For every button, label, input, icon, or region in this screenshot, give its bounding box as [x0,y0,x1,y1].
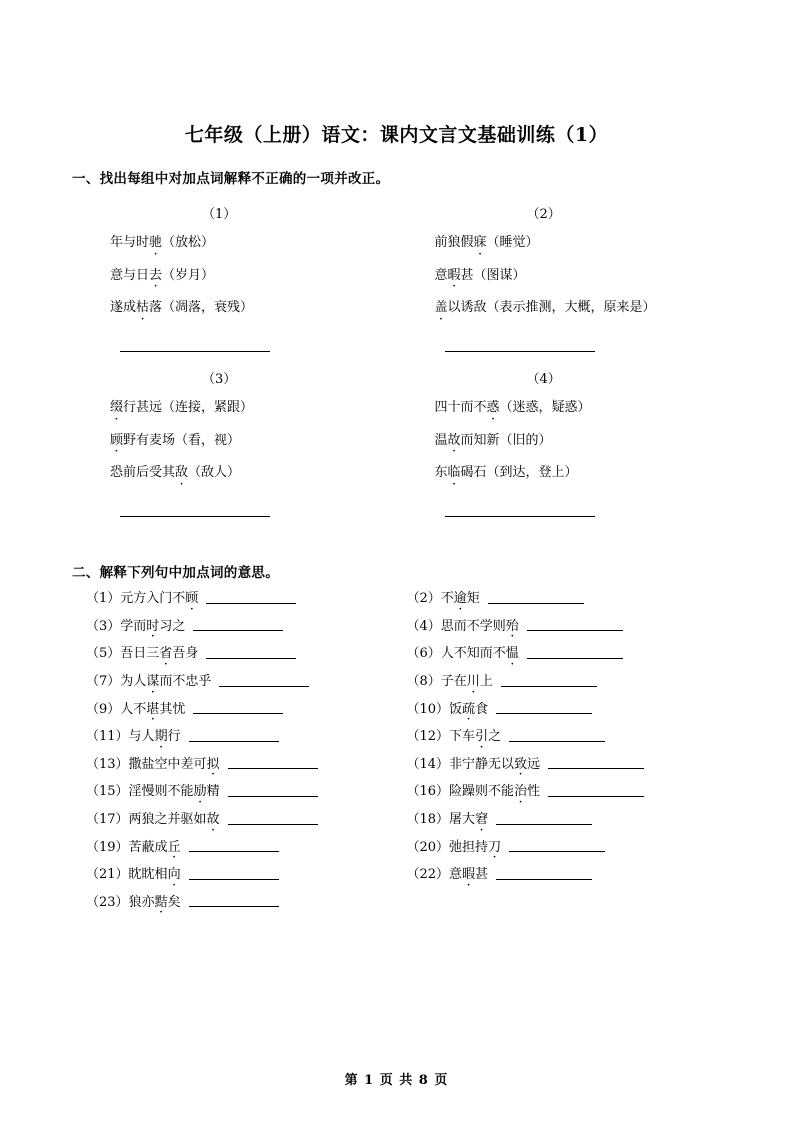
dotted-char: 引 [475,729,489,745]
answer-blank[interactable] [527,629,623,631]
question-text-before: 弛担持 [449,839,489,855]
answer-blank[interactable] [189,850,279,852]
dotted-char: 惑 [486,400,500,416]
item-text-after: （岁月） [162,267,215,283]
question-number: （9） [86,701,121,717]
question-number: （11） [86,729,129,745]
question-item [397,702,722,718]
item-text-before: 东 [434,465,448,481]
answer-blank[interactable] [228,795,318,797]
question-item [397,867,722,883]
item-text-before: 年与时 [110,235,150,250]
dotted-char: 故 [447,432,461,448]
question-text-after: 远 [527,756,541,772]
answer-blank[interactable] [189,878,279,880]
question-number: （10） [406,701,450,717]
question-item [397,674,722,690]
item-text-after: 碣石（到达，登上） [460,465,578,481]
answer-line-wrap [435,497,722,518]
question-number: （21） [86,867,129,883]
item-text-after: 以诱敌（表示推测，大概，原来是） [447,300,656,316]
group-item [110,234,397,252]
item-text-after: 行甚远（连接，紧跟） [123,400,254,416]
item-text-after: 野有麦场（看，视） [123,432,241,448]
group-1 [72,197,397,362]
dotted-char: 黠 [154,894,168,910]
question-text-before: 淫慢则不能 [128,784,194,800]
question-text-after: 行 [167,729,181,745]
question-text-before: 险躁则不能 [449,784,515,800]
answer-line[interactable] [445,515,595,517]
group-4 [397,362,722,527]
question-number: （22） [406,867,450,883]
dotted-char: 枯 [136,300,150,316]
answer-blank[interactable] [228,823,318,825]
question-text-after: 习之 [159,618,186,634]
item-text-after: （敌人） [188,465,241,481]
dotted-char: 驰 [149,235,163,250]
question-text-after: 之 [488,729,502,745]
dotted-char: 暇 [462,867,476,883]
question-number: （16） [406,784,450,800]
answer-blank[interactable] [509,850,605,852]
group-label: （4） [526,372,561,388]
answer-blank[interactable] [206,602,296,604]
question-item [72,619,397,635]
dotted-char: 逾 [453,591,467,607]
question-text-before: 意 [449,867,463,883]
question-item [72,840,397,856]
group-item [110,299,397,317]
answer-line-wrap [435,332,722,353]
question-item [397,757,722,773]
dotted-char: 疏 [462,701,476,717]
item-text-after: 甚（图谋） [460,267,526,283]
question-text-before: 元方入门不 [120,591,186,607]
question-text-before: 两狼之并驱如 [128,812,207,828]
dotted-char: 省 [159,646,173,662]
question-text-before: 为人 [120,674,147,690]
group-item [110,464,397,482]
question-item [72,784,397,800]
question-text-before: 思而不学则 [440,618,506,634]
dotted-char: 丘 [167,839,181,855]
group-label: （3） [202,372,237,388]
dotted-char: 盖 [434,300,448,316]
question-item [397,619,722,635]
question-number: （23） [86,894,129,910]
dotted-char: 去 [149,267,163,283]
question-text-before: 不 [440,591,454,607]
answer-line[interactable] [445,350,595,352]
question-text-after: 性 [527,784,541,800]
group-2 [397,197,722,362]
question-item [72,702,397,718]
question-text-after: 其忧 [159,701,186,717]
question-text-before: 人不 [120,701,147,717]
question-text-before: 眈眈相 [128,867,168,883]
item-text-before: 意与日 [110,267,150,283]
question-text-before: 与人 [128,729,155,745]
question-text-before: 狼亦 [128,894,155,910]
question-item [72,812,397,828]
answer-blank[interactable] [509,740,605,742]
answer-blank[interactable] [496,823,592,825]
question-number: （4） [406,618,441,634]
section-2-heading: 二、解释下列句中加点词的意思。 [72,565,279,582]
group-item [435,432,722,450]
question-number: （14） [406,756,450,772]
question-text-after: 而不忠乎 [159,674,212,690]
dotted-char: 敌 [175,465,189,481]
group-item [435,464,722,482]
item-text-before: 意 [434,267,448,283]
question-number: （7） [86,674,121,690]
item-text-before: 四十而不 [434,400,487,416]
question-text-after: 甚 [475,867,489,883]
question-text-after: 上 [479,674,493,690]
question-number: （18） [406,812,450,828]
answer-line-wrap [110,497,397,518]
question-item [72,757,397,773]
question-text-before: 屠大 [449,812,476,828]
answer-blank[interactable] [193,712,283,714]
dotted-char: 殆 [505,618,519,634]
dotted-char: 堪 [146,701,160,717]
answer-blank[interactable] [527,657,623,659]
question-column-left [72,591,397,922]
section-2-questions [72,591,721,922]
item-text-before: 前狼假 [434,235,474,250]
answer-blank[interactable] [189,905,279,907]
question-text-before: 子在 [440,674,467,690]
dotted-char: 顾 [110,432,124,448]
question-text-after: 吾身 [172,646,199,662]
item-text-before: 温 [434,432,448,448]
item-text-after: 而知新（旧的） [460,432,552,448]
answer-blank[interactable] [193,629,283,631]
dotted-char: 缀 [110,400,124,416]
item-text-after: （放松） [162,235,215,250]
group-item [435,399,722,417]
question-text-before: 饭 [449,701,463,717]
dotted-char: 励 [193,784,207,800]
question-item [72,895,397,911]
item-text-before: 恐前后受其 [110,465,176,481]
question-text-before: 学而 [120,618,147,634]
question-text-before: 吾日三 [120,646,160,662]
answer-blank[interactable] [501,685,597,687]
group-label: （1） [202,207,237,222]
answer-blank[interactable] [496,712,592,714]
question-number: （8） [406,674,441,690]
question-number: （1） [86,591,121,607]
question-text-before: 非宁静无以 [449,756,515,772]
answer-blank[interactable] [548,767,644,769]
question-number: （17） [86,812,129,828]
question-text-before: 下车 [449,729,476,745]
answer-blank[interactable] [496,878,592,880]
question-number: （15） [86,784,129,800]
dotted-char: 时 [146,618,160,634]
dotted-char: 愠 [505,646,519,662]
dotted-char: 向 [167,867,181,883]
question-item [397,646,722,662]
question-text-before: 人不知而不 [440,646,506,662]
section-1-heading: 一、找出每组中对加点词解释不正确的一项并改正。 [72,171,390,187]
question-column-right [397,591,722,922]
section-1-row-1 [72,197,721,362]
group-item [435,267,722,285]
page-footer: 第 1 页 共 8 页 [344,1073,449,1088]
dotted-char: 顾 [185,591,199,607]
group-item [435,299,722,317]
item-text-before: 遂成 [110,300,137,316]
question-text-after: 矩 [466,591,480,607]
question-item [397,784,722,800]
question-number: （20） [406,839,450,855]
dotted-char: 致 [514,756,528,772]
question-item [72,591,397,607]
dotted-char: 故 [206,812,220,828]
question-number: （2） [406,591,441,607]
question-item [72,867,397,883]
question-number: （19） [86,839,129,855]
question-number: （3） [86,618,121,634]
dotted-char: 拟 [206,756,220,772]
question-item [397,812,722,828]
answer-blank[interactable] [228,767,318,769]
answer-line-wrap [110,332,397,353]
question-item [397,591,722,607]
question-item [397,840,722,856]
group-label: （2） [526,207,561,222]
dotted-char: 谋 [146,674,160,690]
dotted-char: 临 [447,465,461,481]
dotted-char: 治 [514,784,528,800]
question-number: （6） [406,646,441,662]
item-text-after: 落（凋落，衰残） [149,300,254,316]
question-item [72,729,397,745]
answer-blank[interactable] [219,685,309,687]
answer-blank[interactable] [548,795,644,797]
question-number: （5） [86,646,121,662]
item-text-after: （睡觉） [486,235,539,250]
question-number: （13） [86,756,129,772]
page-title: 七年级（上册）语文：课内文言文基础训练（1） [184,124,609,146]
answer-line[interactable] [120,515,270,517]
question-number: （12） [406,729,450,745]
question-item [397,729,722,745]
dotted-char: 刀 [488,839,502,855]
question-text-before: 苦蔽成 [128,839,168,855]
question-item [72,646,397,662]
section-1-row-2 [72,362,721,527]
dotted-char: 川 [466,674,480,690]
group-item [110,267,397,285]
group-3 [72,362,397,527]
item-text-after: （迷惑，疑惑） [499,400,591,416]
question-text-after: 食 [475,701,489,717]
group-item [435,234,722,252]
group-item [110,432,397,450]
answer-blank[interactable] [189,740,279,742]
group-item [110,399,397,417]
dotted-char: 暇 [447,267,461,283]
question-text-after: 精 [206,784,220,800]
answer-blank[interactable] [206,657,296,659]
dotted-char: 期 [154,729,168,745]
question-text-before: 撒盐空中差可 [128,756,207,772]
answer-line[interactable] [120,350,270,352]
answer-blank[interactable] [488,602,584,604]
question-text-after: 矣 [167,894,181,910]
dotted-char: 寐 [473,235,487,250]
question-item [72,674,397,690]
dotted-char: 窘 [475,812,489,828]
